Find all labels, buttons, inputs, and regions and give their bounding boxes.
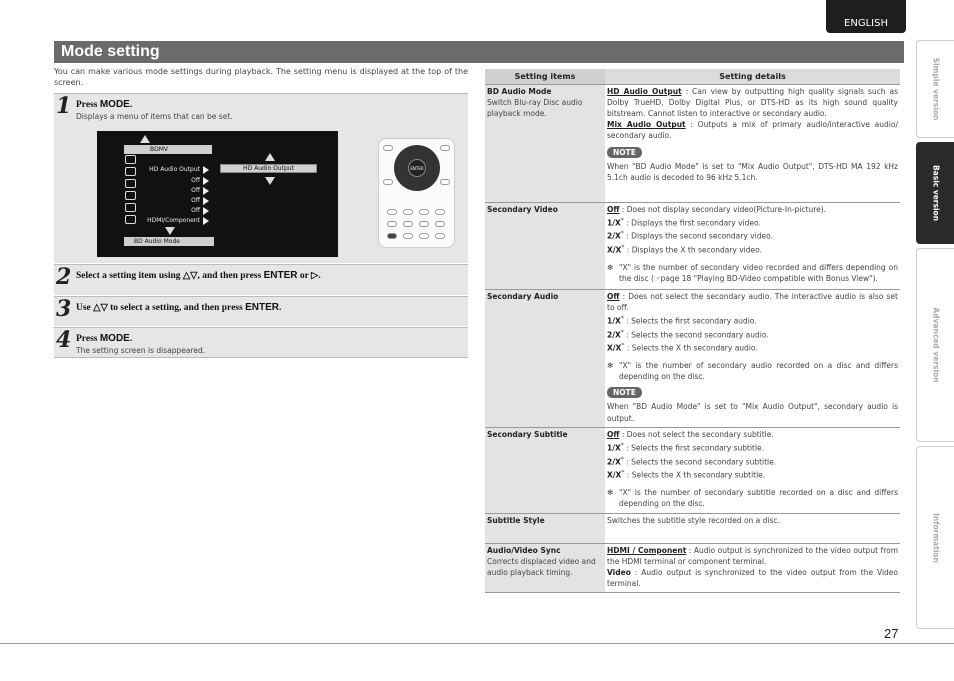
step-instruction: Use △▽ to select a setting, and then press ENTER.	[76, 302, 282, 313]
asterisk-icon: ✻	[607, 361, 614, 371]
table-row: Audio/Video Sync Corrects displaced video and audio playback timing. HDMI / Component : Audio output is synchronized to the video output from the HDMI terminal or component terminal. Video : Audio output is synchronized to the video output from the Video terminal.	[485, 543, 900, 593]
asterisk-icon: ✻	[607, 262, 614, 272]
up-arrow-icon	[265, 153, 275, 161]
remote-button	[403, 221, 413, 227]
table-row: Subtitle Style Switches the subtitle style recorded on a disc.	[485, 513, 900, 543]
osd-row: Off	[137, 196, 213, 205]
col-header-setting-items: Setting items	[485, 69, 605, 84]
mode-key: MODE	[99, 99, 130, 110]
step-3	[54, 296, 468, 326]
remote-button	[435, 221, 445, 227]
note-badge: NOTE	[607, 147, 642, 158]
settings-table	[485, 69, 900, 593]
step-number: 2	[56, 264, 72, 290]
remote-button	[403, 233, 413, 239]
osd-row: Off	[137, 206, 213, 215]
intro-text: You can make various mode settings during playback. The setting menu is displayed at the top of the screen.	[54, 67, 468, 87]
step-number: 1	[56, 93, 72, 119]
side-tab-advanced-version[interactable]: Advanced version	[916, 248, 954, 442]
osd-row: HD Audio Output	[137, 165, 213, 174]
remote-button	[440, 179, 450, 185]
cursor-pad	[394, 145, 440, 191]
sync-icon	[125, 203, 136, 212]
right-arrow-icon	[203, 207, 209, 215]
asterisk-icon: ✻	[607, 488, 614, 498]
step-instruction: Press MODE.	[76, 333, 133, 344]
note-badge: NOTE	[607, 387, 642, 398]
language-tab: ENGLISH	[826, 0, 906, 33]
up-arrow-icon	[140, 135, 150, 143]
remote-button	[419, 233, 429, 239]
remote-button	[435, 209, 445, 215]
remote-button	[383, 145, 393, 151]
remote-button	[403, 209, 413, 215]
right-arrow-icon	[203, 197, 209, 205]
step-instruction: Press MODE.	[76, 99, 133, 110]
osd-row: HDMI/Component	[137, 216, 213, 225]
step-subtext: Displays a menu of items that can be set.	[76, 112, 233, 121]
mode-button	[387, 233, 397, 239]
enter-key-label: ENTER	[263, 270, 298, 281]
enter-key: ENTER	[408, 159, 426, 177]
remote-button	[435, 233, 445, 239]
step-number: 3	[56, 296, 72, 322]
side-tab-simple-version[interactable]: Simple version	[916, 40, 954, 138]
step-4	[54, 327, 468, 358]
page-title: Mode setting	[61, 43, 160, 60]
down-arrow-icon	[265, 177, 275, 185]
osd-footer: BD Audio Mode	[124, 237, 214, 246]
table-row: Secondary Video Off : Does not display secondary video(Picture-In-picture). 1/X* : Displays the first secondary video. 2/X* : Displays the second secondary video. X/X* : Displays the X th secondary video. ✻ "X" is the number of secondary video recorded and differs depending on the disc (☞page 18 "Playing BD-Video compatible with Bonus View").	[485, 202, 900, 289]
osd-menu-illustration	[97, 131, 338, 257]
remote-button	[387, 221, 397, 227]
osd-row: Off	[137, 176, 213, 185]
page-number: 27	[884, 626, 899, 641]
bottom-rule	[0, 643, 954, 644]
table-row: Secondary Audio Off : Does not select the secondary audio. The interactive audio is also set to off. 1/X* : Selects the first secondary audio. 2/X* : Selects the second secondary audio. X/X* : Selects the X th secondary audio. ✻ "X" is the number of secondary audio recorded on a disc and differs depending on the disc. NOTE When "BD Audio Mode" is set to "Mix Audio Output", secondary audio is output.	[485, 289, 900, 427]
audio-icon	[125, 155, 136, 164]
col-header-setting-details: Setting details	[605, 69, 900, 84]
osd-row: Off	[137, 186, 213, 195]
remote-control-illustration	[378, 138, 455, 248]
right-arrow-icon	[203, 177, 209, 185]
step-number: 4	[56, 327, 72, 353]
output-icon	[125, 215, 136, 224]
remote-button	[419, 221, 429, 227]
step-2	[54, 264, 468, 295]
step-subtext: The setting screen is disappeared.	[76, 346, 206, 355]
subtitle-icon	[125, 179, 136, 188]
remote-button	[383, 179, 393, 185]
right-arrow-icon	[203, 217, 209, 225]
video-icon	[125, 167, 136, 176]
right-arrow-icon	[203, 166, 209, 174]
step-instruction: Select a setting item using △▽, and then press ENTER or ▷.	[76, 270, 321, 281]
page-title-bar	[54, 41, 904, 63]
remote-button	[440, 145, 450, 151]
remote-button	[419, 209, 429, 215]
enter-key-label: ENTER	[245, 302, 279, 313]
side-tab-basic-version[interactable]: Basic version	[916, 142, 954, 244]
mode-key: MODE	[99, 333, 130, 344]
right-arrow-icon	[203, 187, 209, 195]
osd-header: BDMV	[124, 145, 212, 154]
side-tab-information[interactable]: Information	[916, 446, 954, 629]
remote-button	[387, 209, 397, 215]
table-row: Secondary Subtitle Off : Does not select the secondary subtitle. 1/X* : Selects the first secondary subtitle. 2/X* : Selects the second secondary subtitle. X/X* : Selects the X th secondary subtitle. ✻ "X" is the number of secondary subtitle recorded on a disc and differs depending on the disc.	[485, 427, 900, 513]
style-icon	[125, 191, 136, 200]
table-row: BD Audio Mode Switch Blu-ray Disc audio playback mode. HD Audio Output : Can view by outputting high quality signals such as Dolby TrueHD, Dolby Digital Plus, or DTS-HD as its high sound quality bitstream. Cannot listen to interactive or secondary audio. Mix Audio Output : Outputs a mix of primary audio/interactive audio/ secondary audio. NOTE When "BD Audio Mode" is set to "Mix Audio Output", DTS-HD MA 192 kHz 5.1ch audio is decoded to 96 kHz 5.1ch.	[485, 84, 900, 202]
down-arrow-icon	[165, 227, 175, 235]
osd-selection-box: HD Audio Output	[220, 164, 317, 173]
